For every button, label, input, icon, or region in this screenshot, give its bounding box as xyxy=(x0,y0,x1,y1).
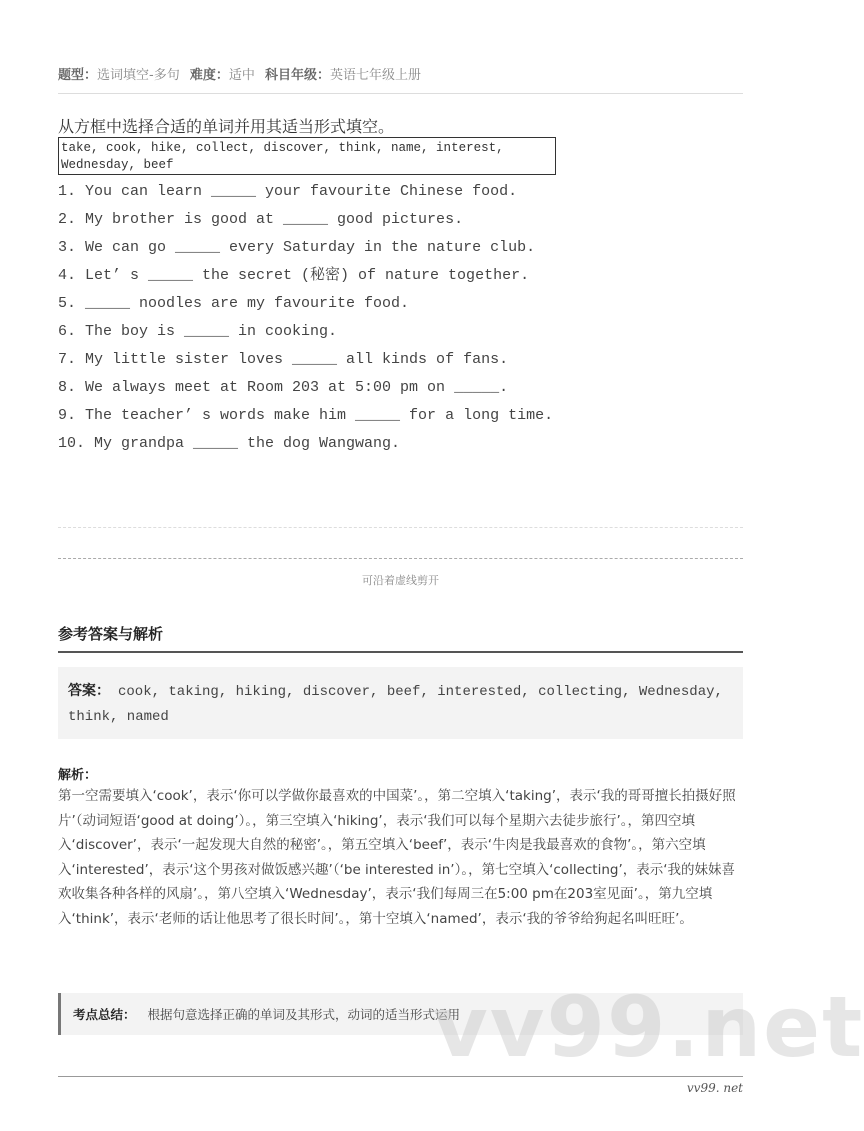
question-item: 9. The teacher’ s words make him _____ for a long time. xyxy=(58,407,554,424)
question-item: 8. We always meet at Room 203 at 5:00 pm on _____. xyxy=(58,379,509,396)
word-box: take, cook, hike, collect, discover, think, name, interest, Wednesday, beef xyxy=(58,137,556,175)
grade-label: 科目年级： xyxy=(265,68,331,83)
question-meta xyxy=(58,64,427,83)
footer-divider xyxy=(58,1076,743,1077)
watermark: vv99.net xyxy=(433,978,864,1076)
question-item: 6. The boy is _____ in cooking. xyxy=(58,323,338,340)
analysis-label: 解析： xyxy=(58,768,98,783)
grade-value: 英语七年级上册 xyxy=(330,68,422,83)
difficulty-label: 难度： xyxy=(189,68,229,83)
question-item: 7. My little sister loves _____ all kinds of fans. xyxy=(58,351,509,368)
question-list xyxy=(58,180,553,460)
difficulty-value: 适中 xyxy=(228,68,255,83)
question-item: 5. _____ noodles are my favourite food. xyxy=(58,295,410,312)
meta-divider xyxy=(58,93,743,94)
analysis-text: 第一空需要填入‘cook’，表示‘你可以学做你最喜欢的中国菜’。，第二空填入‘taking’，表示‘我的哥哥擅长拍摄好照片’（动词短语‘good at doing’）。，第三空填入‘hiking’，表示‘我们可以每个星期六去徒步旅行’。，第四空填入‘discover’，表示‘一起发现大自然的秘密’。，第五空填入‘beef’，表示‘牛肉是我最喜欢的食物’。，第六空填入‘interested’，表示‘这个男孩对做饭感兴趣’（‘be interested in’）。，第七空填入‘collecting’，表示‘我的妹妹喜欢收集各种各样的风扇’。，第八空填入‘Wednesday’，表示‘我们每周三在5:00 pm在203室见面’。，第九空填入‘think’，表示‘老师的话让他思考了很长时间’。，第十空填入‘named’，表示‘我的爷爷给狗起名叫旺旺’。 xyxy=(58,788,736,927)
summary-label: 考点总结： xyxy=(73,1007,136,1022)
question-item: 3. We can go _____ every Saturday in the nature club. xyxy=(58,239,536,256)
answer-value: cook, taking, hiking, discover, beef, interested, collecting, Wednesday, think, named xyxy=(68,684,723,725)
question-item: 1. You can learn _____ your favourite Chinese food. xyxy=(58,183,518,200)
cut-note: 可沿着虚线剪开 xyxy=(362,574,439,587)
question-item: 4. Let’ s _____ the secret (秘密) of nature together. xyxy=(58,267,530,284)
cut-line xyxy=(58,558,743,559)
light-dashed-divider xyxy=(58,527,743,528)
answer-box xyxy=(58,667,743,739)
question-item: 10. My grandpa _____ the dog Wangwang. xyxy=(58,435,401,452)
answer-label: 答案： xyxy=(68,683,110,699)
question-instruction: 从方框中选择合适的单词并用其适当形式填空。 xyxy=(58,117,395,136)
answer-section-title: 参考答案与解析 xyxy=(58,625,164,643)
summary-box xyxy=(58,993,743,1035)
type-value: 选词填空-多句 xyxy=(97,68,180,83)
answer-title-divider xyxy=(58,651,743,653)
type-label: 题型： xyxy=(58,68,98,83)
summary-value: 根据句意选择正确的单词及其形式，动词的适当形式运用 xyxy=(147,1007,461,1022)
footer-site-link[interactable]: vv99. net xyxy=(686,1081,743,1095)
question-item: 2. My brother is good at _____ good pictures. xyxy=(58,211,464,228)
